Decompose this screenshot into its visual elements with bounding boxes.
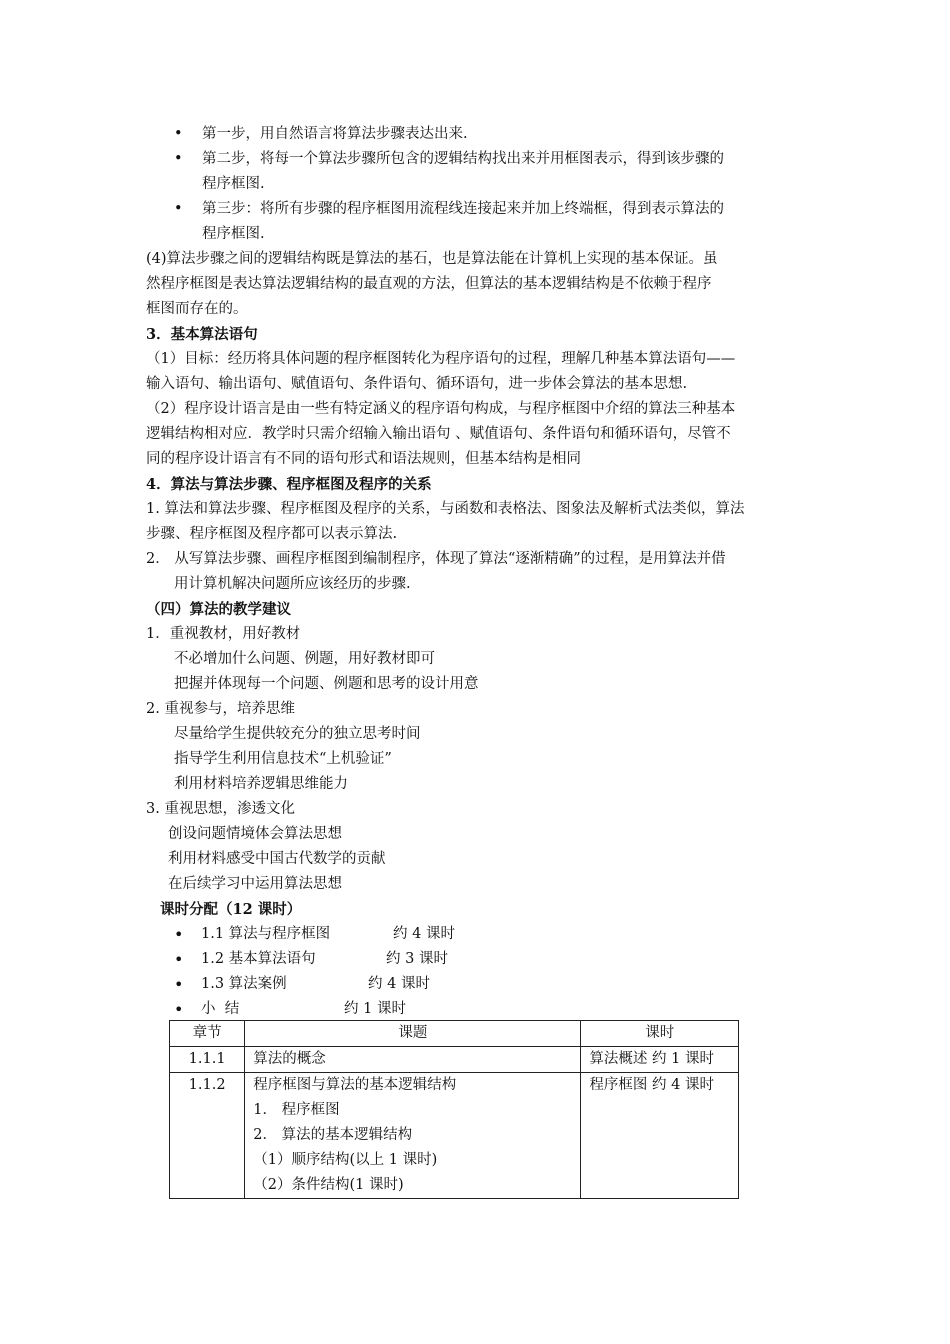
schedule-item-name: 1.2 基本算法语句 — [201, 951, 316, 967]
table-cell-section: 1.1.1 — [170, 1047, 245, 1073]
step-1-line-1: 第一步，用自然语言将算法步骤表达出来. — [202, 126, 468, 142]
schedule-item-hours: 约 4 课时 — [393, 926, 455, 942]
suggestion-group-3-title: 3. 重视思想，渗透文化 — [146, 801, 295, 817]
table-header-cell: 课题 — [245, 1021, 581, 1047]
suggestion-group-2-title: 2. 重视参与，培养思维 — [146, 701, 295, 717]
topic-line: （1）顺序结构(以上 1 课时) — [253, 1152, 438, 1168]
section3-p2-line-3: 同的程序设计语言有不同的语句形式和语法规则，但基本结构是相同 — [146, 451, 581, 467]
suggestions-heading: （四）算法的教学建议 — [146, 601, 291, 618]
bullet-icon: • — [174, 201, 183, 217]
bullet-icon: • — [174, 151, 183, 167]
schedule-item-name: 1.1 算法与程序框图 — [201, 926, 331, 942]
topic-line: 1． 程序框图 — [253, 1102, 340, 1118]
bullet-icon: • — [174, 925, 184, 944]
step-1 — [146, 122, 810, 147]
suggestion-item: 把握并体现每一个问题、例题和思考的设计用意 — [174, 676, 479, 692]
suggestion-item: 尽量给学生提供较充分的独立思考时间 — [174, 726, 421, 742]
schedule-item — [146, 947, 810, 972]
section4-p2-line-2: 用计算机解决问题所应该经历的步骤. — [174, 576, 411, 592]
topic-line: 2． 算法的基本逻辑结构 — [253, 1127, 413, 1143]
suggestion-item: 创设问题情境体会算法思想 — [168, 826, 342, 842]
schedule-item — [146, 997, 810, 1022]
section4-p1-line-1: 1. 算法和算法步骤、程序框图及程序的关系，与函数和表格法、图象法及解析式法类似，算法 — [146, 501, 745, 517]
suggestion-item: 指导学生利用信息技术“上机验证” — [174, 751, 392, 767]
suggestion-item: 利用材料培养逻辑思维能力 — [174, 776, 348, 792]
table-cell-topic — [245, 1073, 581, 1199]
step-3 — [146, 197, 810, 222]
section3-p2-line-1: （2）程序设计语言是由一些有特定涵义的程序语句构成，与程序框图中介绍的算法三种基本 — [146, 401, 736, 417]
section4-p1-line-2: 步骤、程序框图及程序都可以表示算法. — [146, 526, 398, 542]
step-3-line-2: 程序框图. — [202, 226, 265, 242]
section3-p1-line-1: （1）目标：经历将具体问题的程序框图转化为程序语句的过程，理解几种基本算法语句—— — [146, 351, 736, 367]
topic-line: 程序框图与算法的基本逻辑结构 — [253, 1077, 457, 1093]
table-row — [170, 1047, 739, 1073]
schedule-item-name: 1.3 算法案例 — [201, 976, 287, 992]
section3-p2-line-2: 逻辑结构相对应．教学时只需介绍输入输出语句 、赋值语句、条件语句和循环语句，尽管不 — [146, 426, 731, 442]
section4-heading: 4．算法与算法步骤、程序框图及程序的关系 — [146, 476, 432, 493]
schedule-item — [146, 972, 810, 997]
table-cell-hours: 程序框图 约 4 课时 — [581, 1073, 739, 1199]
table-header-row — [170, 1021, 739, 1047]
schedule-table — [169, 1020, 739, 1199]
section4-p2-line-1: 2． 从写算法步骤、画程序框图到编制程序，体现了算法“逐渐精确”的过程，是用算法并借 — [146, 551, 726, 567]
table-cell-section: 1.1.2 — [170, 1073, 245, 1199]
bullet-icon: • — [174, 126, 183, 142]
para4-line-1: (4)算法步骤之间的逻辑结构既是算法的基石，也是算法能在计算机上实现的基本保证。虽 — [146, 251, 718, 267]
table-header-cell: 章节 — [170, 1021, 245, 1047]
table-cell-topic: 算法的概念 — [245, 1047, 581, 1073]
schedule-heading: 课时分配（12 课时） — [160, 901, 302, 918]
step-3-line-1: 第三步：将所有步骤的程序框图用流程线连接起来并加上终端框，得到表示算法的 — [202, 201, 724, 217]
suggestion-item: 利用材料感受中国古代数学的贡献 — [168, 851, 386, 867]
schedule-item — [146, 922, 810, 947]
section3-heading: 3．基本算法语句 — [146, 326, 258, 343]
table-cell-hours: 算法概述 约 1 课时 — [581, 1047, 739, 1073]
suggestion-group-1-title: 1．重视教材，用好教材 — [146, 626, 301, 642]
document-page — [146, 122, 810, 1022]
step-2-line-1: 第二步，将每一个算法步骤所包含的逻辑结构找出来并用框图表示，得到该步骤的 — [202, 151, 724, 167]
bullet-icon: • — [174, 1000, 184, 1019]
table-row — [170, 1073, 739, 1199]
suggestion-item: 不必增加什么问题、例题，用好教材即可 — [174, 651, 435, 667]
schedule-item-hours: 约 1 课时 — [344, 1001, 406, 1017]
bullet-icon: • — [174, 950, 184, 969]
bullet-icon: • — [174, 975, 184, 994]
table-header-cell: 课时 — [581, 1021, 739, 1047]
para4-line-3: 框图而存在的。 — [146, 301, 248, 317]
topic-line: （2）条件结构(1 课时) — [253, 1177, 404, 1193]
step-2-line-2: 程序框图. — [202, 176, 265, 192]
section3-p1-line-2: 输入语句、输出语句、赋值语句、条件语句、循环语句，进一步体会算法的基本思想. — [146, 376, 688, 392]
para4-line-2: 然程序框图是表达算法逻辑结构的最直观的方法，但算法的基本逻辑结构是不依赖于程序 — [146, 276, 712, 292]
schedule-item-hours: 约 3 课时 — [386, 951, 448, 967]
schedule-item-hours: 约 4 课时 — [368, 976, 430, 992]
schedule-item-name: 小 结 — [201, 1001, 240, 1017]
step-2 — [146, 147, 810, 172]
suggestion-item: 在后续学习中运用算法思想 — [168, 876, 342, 892]
